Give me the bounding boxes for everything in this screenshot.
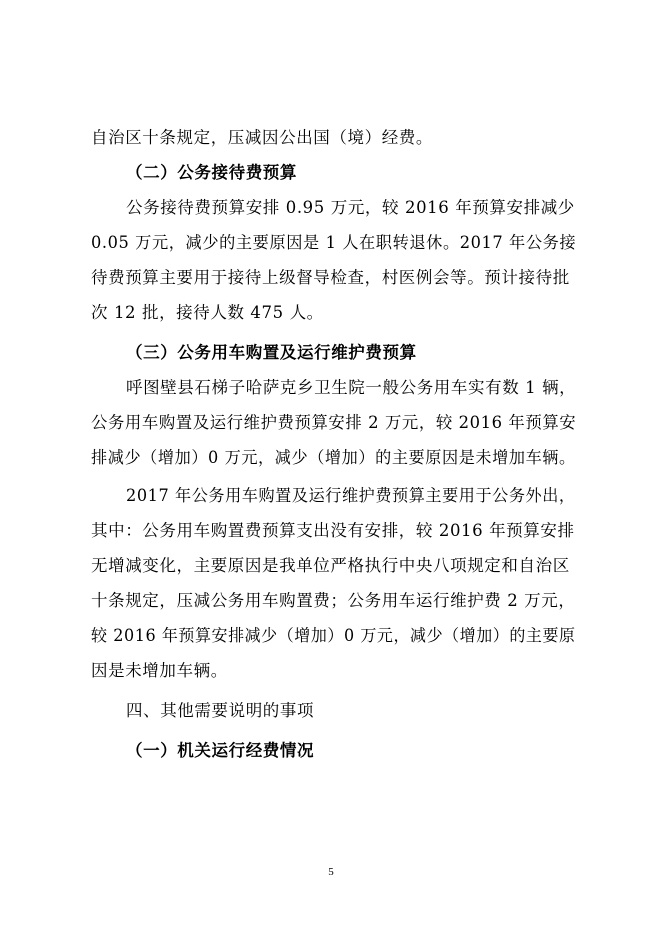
section-heading-vehicle: （三）公务用车购置及运行维护费预算	[126, 343, 417, 362]
page-number: 5	[328, 866, 334, 878]
paragraph-line: 自治区十条规定，压减因公出国（境）经费。	[91, 128, 433, 147]
paragraph-line: 排减少（增加）0 万元，减少（增加）的主要原因是未增加车辆。	[91, 448, 576, 467]
paragraph-line: 较 2016 年预算安排减少（增加）0 万元，减少（增加）的主要原	[91, 626, 576, 645]
paragraph-line: 因是未增加车辆。	[91, 661, 228, 680]
paragraph-line: 无增减变化，主要原因是我单位严格执行中央八项规定和自治区	[91, 556, 570, 575]
paragraph-line: 其中：公务用车购置费预算支出没有安排，较 2016 年预算安排	[91, 521, 575, 540]
section-heading-reception: （二）公务接待费预算	[126, 163, 297, 182]
paragraph-line: 呼图壁县石梯子哈萨克乡卫生院一般公务用车实有数 1 辆，	[126, 378, 577, 397]
section-heading-other-items: 四、其他需要说明的事项	[126, 701, 315, 720]
paragraph-line: 0.05 万元，减少的主要原因是 1 人在职转退休。2017 年公务接	[91, 233, 577, 252]
paragraph-line: 公务用车购置及运行维护费预算安排 2 万元，较 2016 年预算安	[91, 413, 577, 432]
paragraph-line: 2017 年公务用车购置及运行维护费预算主要用于公务外出，	[126, 486, 576, 505]
paragraph-line: 待费预算主要用于接待上级督导检查，村医例会等。预计接待批	[91, 268, 570, 287]
paragraph-line: 次 12 批，接待人数 475 人。	[91, 303, 324, 322]
section-heading-operating-costs: （一）机关运行经费情况	[126, 741, 315, 760]
paragraph-line: 十条规定，压减公务用车购置费；公务用车运行维护费 2 万元，	[91, 591, 576, 610]
paragraph-line: 公务接待费预算安排 0.95 万元，较 2016 年预算安排减少	[126, 198, 575, 217]
